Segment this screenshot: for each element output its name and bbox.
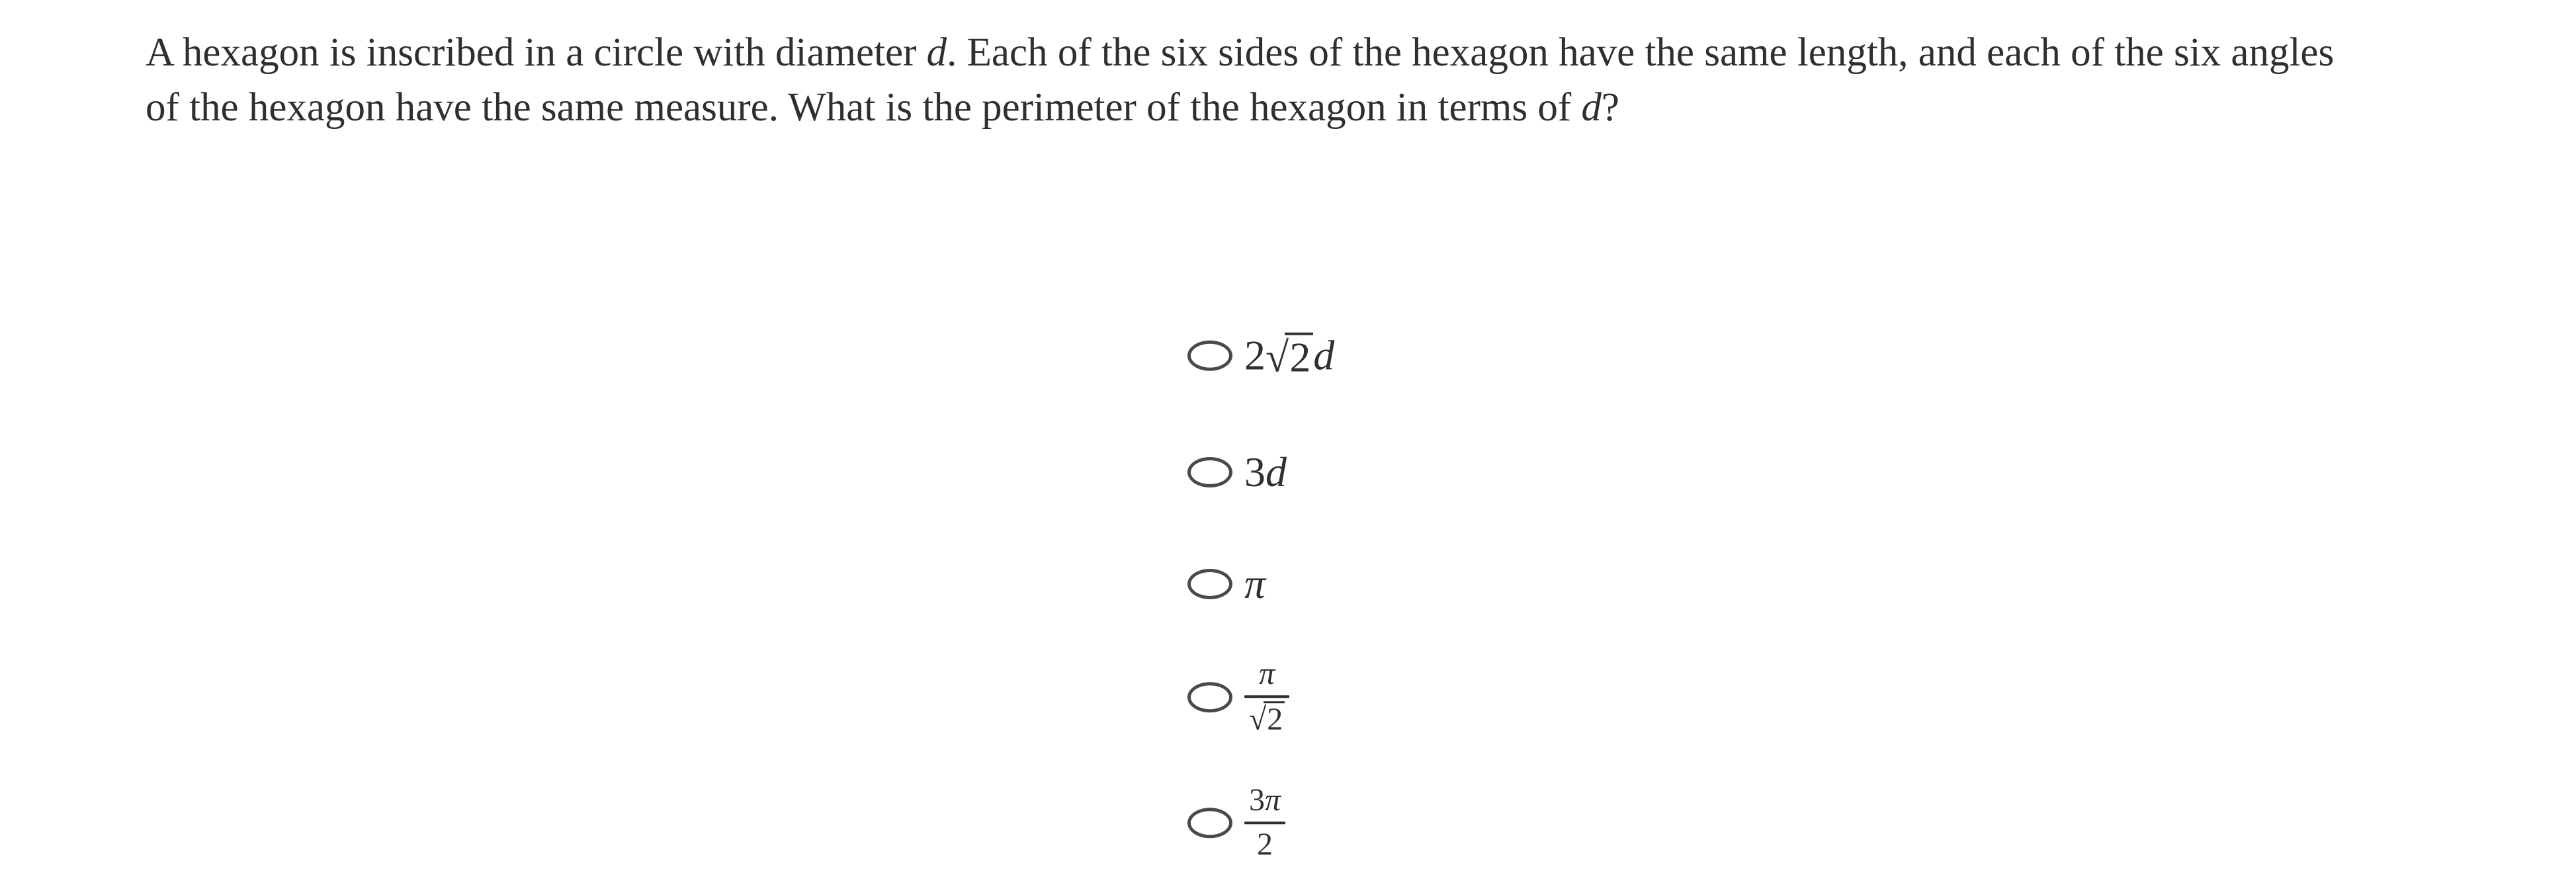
question-line1-a: A hexagon is inscribed in a circle with diameter — [146, 30, 927, 75]
answer-label-3[interactable] — [1244, 560, 1266, 607]
fraction-bar — [1244, 821, 1285, 824]
question-line-2 — [146, 80, 2334, 135]
fraction-denominator — [1244, 701, 1289, 737]
sqrt-icon: √ — [1266, 334, 1289, 381]
sqrt-icon: √ — [1249, 701, 1267, 737]
pi-symbol: π — [1244, 560, 1266, 607]
answer-label-1[interactable] — [1244, 333, 1334, 380]
answer-label-2[interactable] — [1244, 448, 1287, 495]
question-line1-b: . Each of the six sides of the hexagon have the same length, and each of the six angles — [947, 30, 2335, 75]
radio-button-icon[interactable] — [1187, 457, 1232, 487]
answer-option-1[interactable] — [1187, 333, 1334, 380]
radio-button-icon[interactable] — [1187, 808, 1232, 838]
fraction-bar — [1244, 695, 1289, 698]
fraction — [1244, 657, 1289, 737]
variable-d: d — [1581, 85, 1602, 130]
answer-option-3[interactable] — [1187, 560, 1266, 607]
variable-d: d — [926, 30, 947, 75]
question-text — [146, 25, 2334, 135]
sqrt-expression — [1266, 333, 1313, 380]
answer-label-5[interactable] — [1244, 783, 1285, 862]
fraction-denominator: 2 — [1257, 827, 1273, 862]
fraction-numerator: π — [1259, 656, 1275, 692]
fraction-numerator — [1244, 783, 1285, 818]
radio-button-icon[interactable] — [1187, 341, 1232, 371]
radio-button-icon[interactable] — [1187, 569, 1232, 599]
variable: d — [1266, 448, 1287, 495]
radicand: 2 — [1285, 333, 1314, 380]
answer-label-4[interactable] — [1244, 657, 1289, 737]
answer-option-4[interactable] — [1187, 657, 1289, 737]
question-line-1 — [146, 25, 2334, 80]
radicand: 2 — [1264, 701, 1285, 736]
variable: d — [1313, 332, 1335, 379]
fraction — [1244, 783, 1285, 862]
coefficient: 2 — [1244, 332, 1266, 379]
answer-option-5[interactable] — [1187, 783, 1285, 862]
answer-option-2[interactable] — [1187, 448, 1287, 495]
coefficient: 3 — [1249, 782, 1265, 818]
coefficient: 3 — [1244, 448, 1266, 495]
pi-symbol: π — [1265, 782, 1281, 818]
question-line2-a: of the hexagon have the same measure. What is the perimeter of the hexagon in terms of — [146, 85, 1582, 130]
question-line2-b: ? — [1601, 85, 1619, 130]
sqrt-expression — [1249, 701, 1285, 737]
radio-button-icon[interactable] — [1187, 682, 1232, 712]
